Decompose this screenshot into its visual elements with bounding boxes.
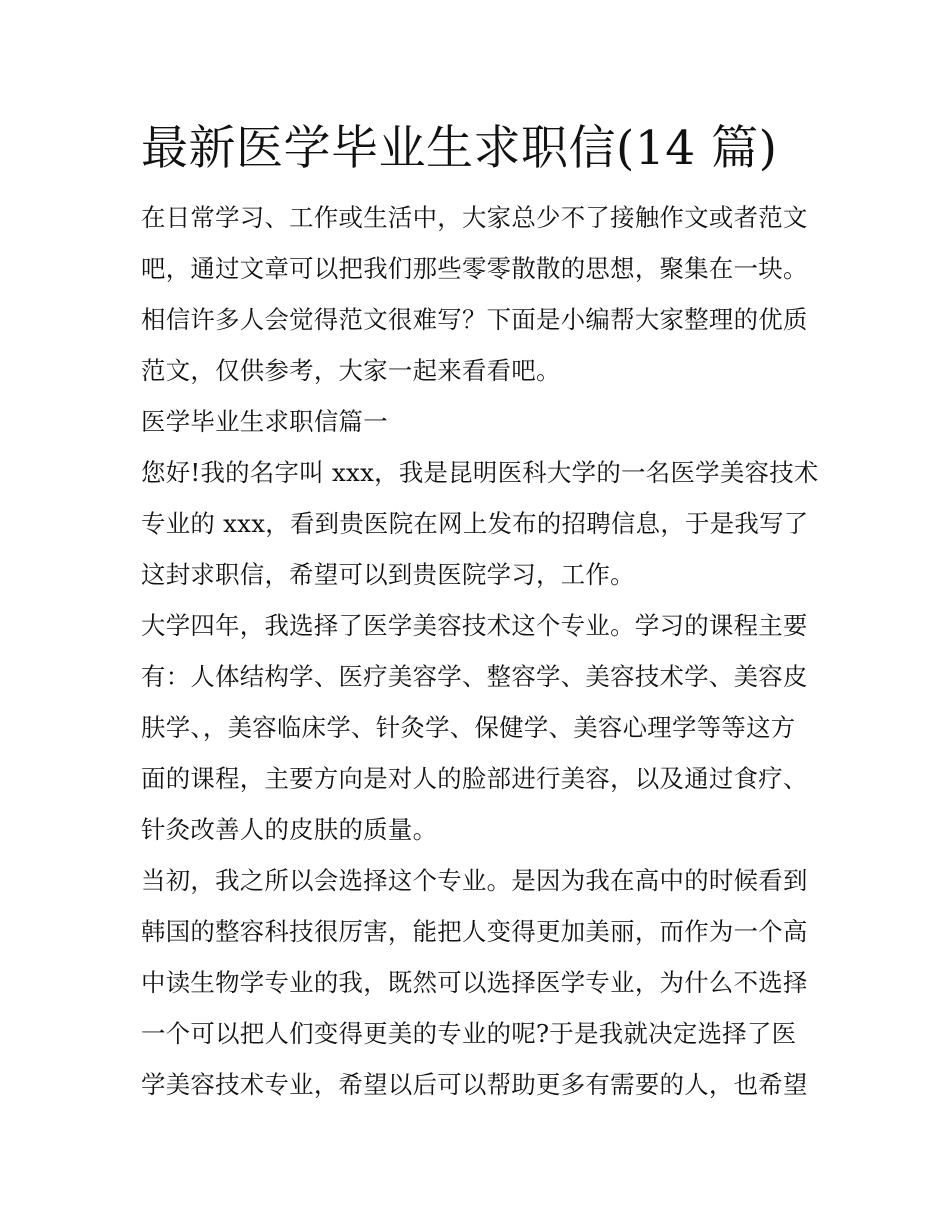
text-line: 范文，仅供参考，大家一起来看看吧。 bbox=[141, 356, 561, 385]
document-title: 最新医学毕业生求职信(14 篇) bbox=[141, 121, 778, 176]
text-line: 面的课程，主要方向是对人的脸部进行美容，以及通过食疗、 bbox=[141, 764, 808, 793]
document-body bbox=[141, 192, 819, 1110]
text-line: 在日常学习、工作或生活中，大家总少不了接触作文或者范文 bbox=[141, 203, 808, 232]
section-heading bbox=[141, 396, 813, 447]
motivation-paragraph bbox=[141, 855, 813, 1110]
text-line: 当初，我之所以会选择这个专业。是因为我在高中的时候看到 bbox=[141, 866, 808, 895]
text-line: 专业的 xxx，看到贵医院在网上发布的招聘信息，于是我写了 bbox=[141, 509, 809, 538]
text-line: 您好!我的名字叫 xxx，我是昆明医科大学的一名医学美容技术 bbox=[141, 458, 819, 487]
text-line: 相信许多人会觉得范文很难写？下面是小编帮大家整理的优质 bbox=[141, 305, 808, 334]
text-line: 有：人体结构学、医疗美容学、整容学、美容技术学、美容皮 bbox=[141, 662, 808, 691]
courses-paragraph bbox=[141, 600, 813, 855]
text-line: 医学毕业生求职信篇一 bbox=[141, 407, 388, 436]
text-line: 大学四年，我选择了医学美容技术这个专业。学习的课程主要 bbox=[141, 611, 808, 640]
text-line: 肤学、，美容临床学、针灸学、保健学、美容心理学等等这方 bbox=[141, 713, 796, 742]
text-line: 吧，通过文章可以把我们那些零零散散的思想，聚集在一块。 bbox=[141, 254, 808, 283]
text-line: 这封求职信，希望可以到贵医院学习，工作。 bbox=[141, 560, 635, 589]
text-line: 学美容技术专业，希望以后可以帮助更多有需要的人，也希望 bbox=[141, 1070, 808, 1099]
text-line: 韩国的整容科技很厉害，能把人变得更加美丽，而作为一个高 bbox=[141, 917, 808, 946]
text-line: 一个可以把人们变得更美的专业的呢?于是我就决定选择了医 bbox=[141, 1019, 797, 1048]
text-line: 针灸改善人的皮肤的质量。 bbox=[141, 815, 438, 844]
intro-paragraph bbox=[141, 192, 813, 396]
document-content bbox=[141, 118, 819, 1110]
text-line: 中读生物学专业的我，既然可以选择医学专业，为什么不选择 bbox=[141, 968, 808, 997]
greeting-paragraph bbox=[141, 447, 819, 600]
